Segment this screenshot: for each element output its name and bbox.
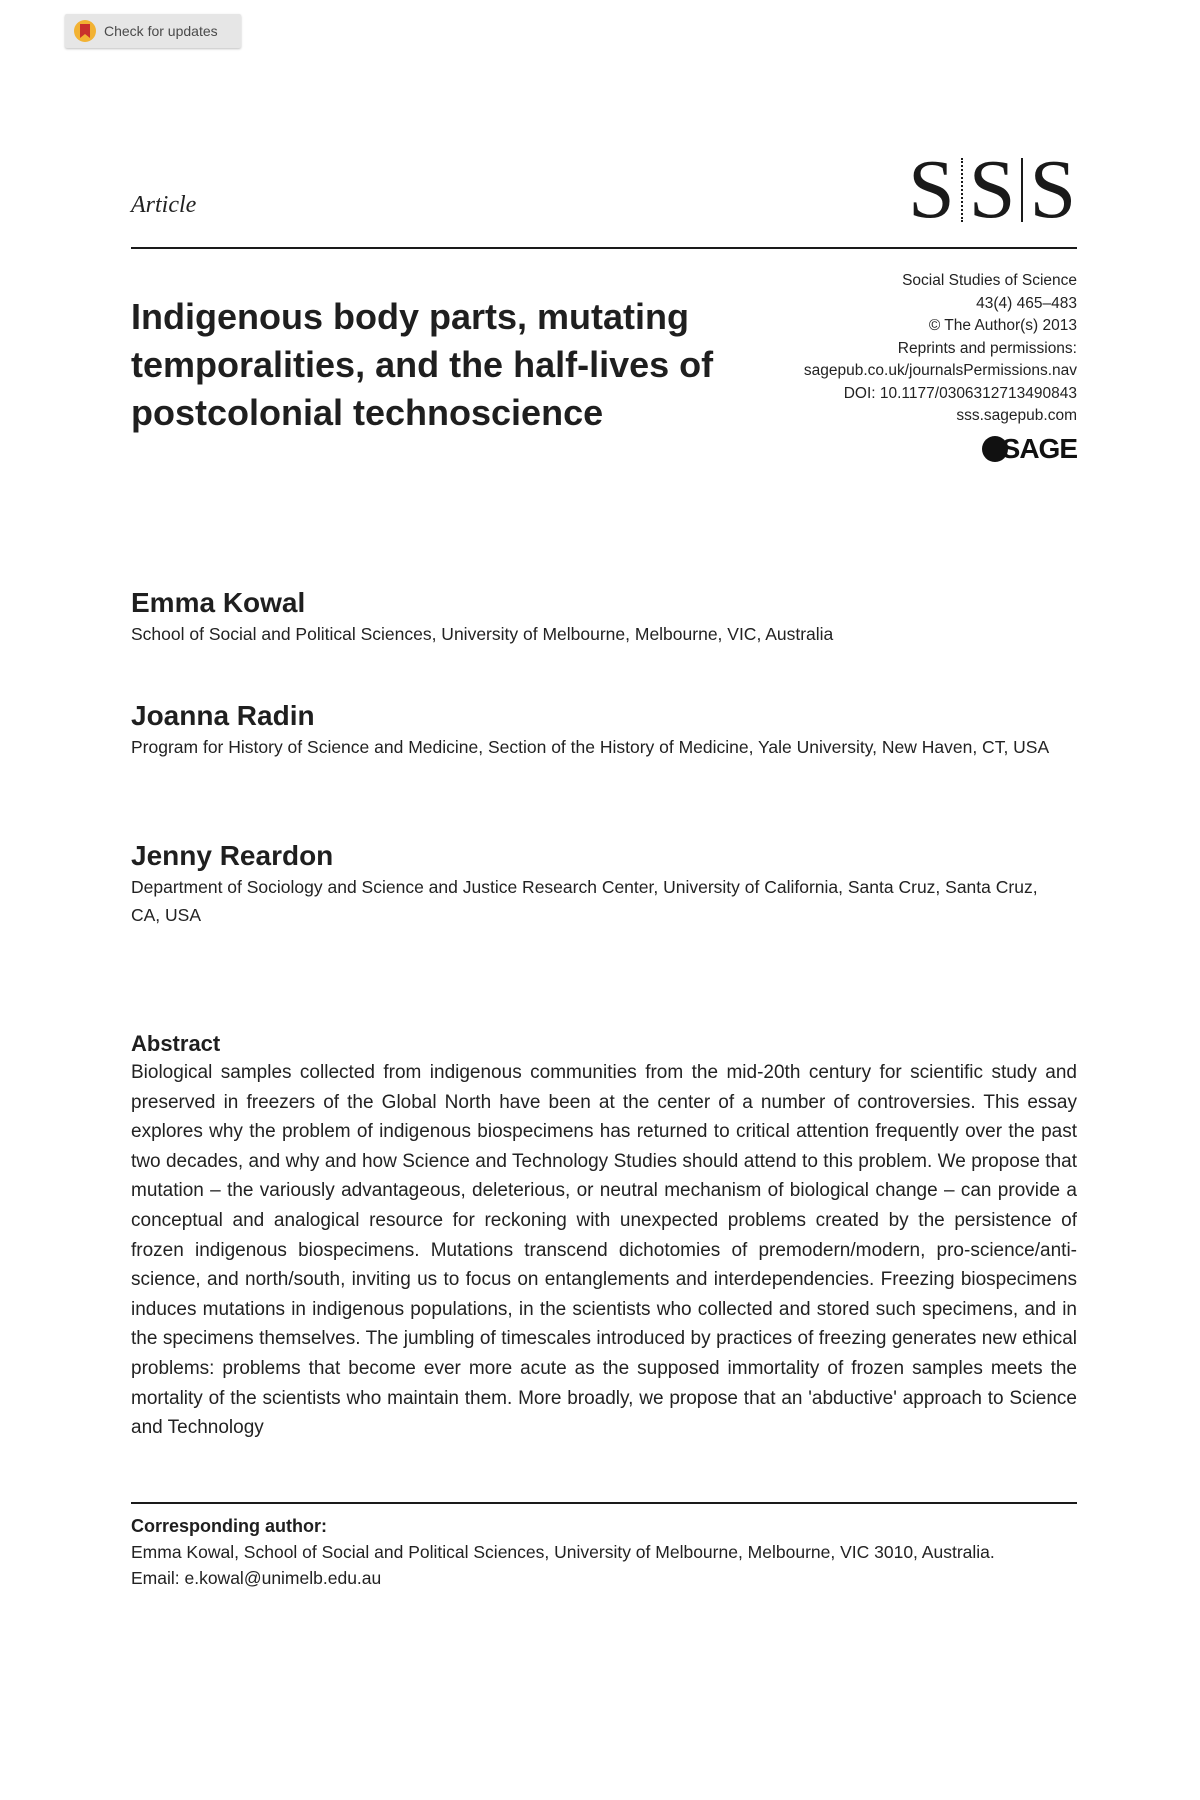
author-block bbox=[131, 586, 1071, 648]
bookmark-update-icon bbox=[74, 20, 96, 42]
article-title: Indigenous body parts, mutating temporalities, and the half-lives of postcolonial technoscience bbox=[131, 296, 714, 433]
corresponding-author-address: Emma Kowal, School of Social and Political Sciences, University of Melbourne, Melbourne, VIC 3010, Australia. bbox=[131, 1542, 995, 1562]
doi-link[interactable]: DOI: 10.1177/0306312713490843 bbox=[843, 384, 1077, 402]
sage-logo-text: SAGE bbox=[1001, 433, 1077, 464]
corresponding-author bbox=[131, 1513, 1077, 1591]
sage-logo bbox=[982, 433, 1077, 465]
journal-volume: 43(4) 465–483 bbox=[976, 294, 1077, 312]
header-rule bbox=[131, 247, 1077, 249]
abstract-text: Biological samples collected from indigenous communities from the mid-20th century for scientific study and preserved in freezers of the Global North have been at the center of a number of controversies. This essay explores why the problem of indigenous biospecimens has returned to critical attention frequently over the past two decades, and why and how Science and Technology Studies should attend to this problem. We propose that mutation – the variously advantageous, deleterious, or neutral mechanism of biological change – can provide a conceptual and analogical resource for reckoning with unexpected problems created by the persistence of frozen indigenous biospecimens. Mutations transcend dichotomies of premodern/modern, pro-science/anti-science, and north/south, inviting us to focus on entanglements and interdependencies. Freezing biospecimens induces mutations in indigenous populations, in the scientists who collected and stored such specimens, and in the specimens themselves. The jumbling of timescales introduced by practices of freezing generates new ethical problems: problems that become ever more acute as the supposed immortality of frozen samples meets the mortality of the scientists who maintain them. More broadly, we propose that an 'abductive' approach to Science and Technology bbox=[131, 1062, 1077, 1439]
permissions-link[interactable]: sagepub.co.uk/journalsPermissions.nav bbox=[803, 362, 1077, 379]
author-block bbox=[131, 699, 1071, 761]
abstract-heading: Abstract bbox=[131, 1031, 221, 1056]
author-affiliation: Department of Sociology and Science and Justice Research Center, University of California, Santa Cruz, Santa Cruz, CA, USA bbox=[131, 877, 1038, 925]
footnote-rule bbox=[131, 1502, 1077, 1504]
article-type-label: Article bbox=[131, 192, 197, 218]
author-name: Emma Kowal bbox=[131, 587, 306, 618]
check-for-updates-label: Check for updates bbox=[104, 23, 218, 39]
journal-site-link[interactable]: sss.sagepub.com bbox=[956, 407, 1077, 424]
logo-divider bbox=[1021, 158, 1023, 222]
author-block bbox=[131, 839, 1071, 929]
journal-logo-letter: S bbox=[968, 143, 1016, 236]
journal-info bbox=[804, 270, 1077, 428]
author-affiliation: Program for History of Science and Medicine, Section of the History of Medicine, Yale University, New Haven, CT, USA bbox=[131, 737, 1050, 757]
logo-divider bbox=[961, 158, 963, 222]
journal-logo-letter: S bbox=[1029, 143, 1077, 236]
journal-name: Social Studies of Science bbox=[902, 272, 1077, 289]
corresponding-author-email[interactable]: Email: e.kowal@unimelb.edu.au bbox=[131, 1568, 382, 1588]
author-affiliation: School of Social and Political Sciences, University of Melbourne, Melbourne, VIC, Australia bbox=[131, 624, 834, 644]
reprints-label: Reprints and permissions: bbox=[897, 339, 1077, 357]
check-for-updates-button[interactable] bbox=[65, 14, 241, 48]
corresponding-author-label: Corresponding author: bbox=[131, 1516, 327, 1536]
journal-logo bbox=[908, 140, 1077, 236]
journal-logo-letter: S bbox=[908, 143, 955, 236]
abstract-section bbox=[131, 1030, 1077, 1473]
author-name: Jenny Reardon bbox=[131, 840, 334, 871]
author-name: Joanna Radin bbox=[131, 700, 315, 731]
copyright: © The Author(s) 2013 bbox=[928, 317, 1077, 334]
